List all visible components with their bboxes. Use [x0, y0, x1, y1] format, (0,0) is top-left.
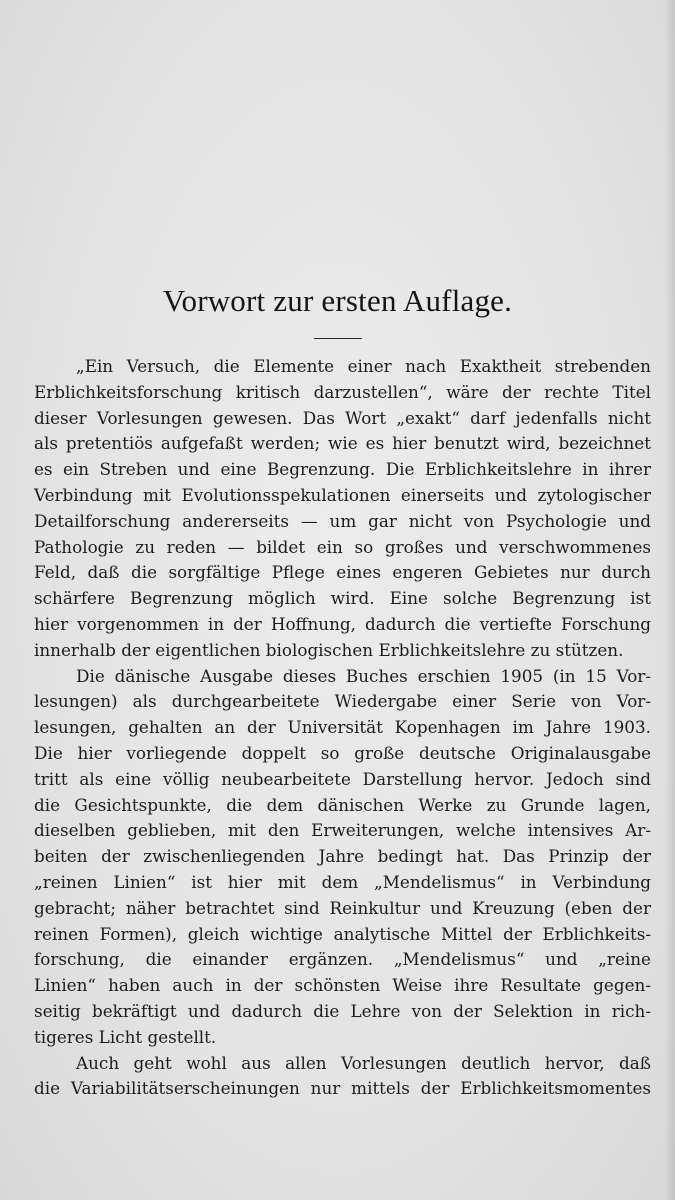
text-line: dieselben geblieben, mit den Erweiterungen, welche intensives Ar-: [34, 820, 651, 841]
text-line: forschung, die einander ergänzen. „Mendelismus“ und „reine: [34, 949, 651, 970]
text-line: Die hier vorliegende doppelt so große deutsche Originalausgabe: [34, 742, 651, 763]
text-line: Feld, daß die sorgfältige Pflege eines engeren Gebietes nur durch: [34, 562, 651, 583]
text-line: „reinen Linien“ ist hier mit dem „Mendelismus“ in Verbindung: [34, 871, 651, 892]
text-line: lesungen, gehalten an der Universität Kopenhagen im Jahre 1903.: [34, 717, 651, 738]
text-line: als pretentiös aufgefaßt werden; wie es hier benutzt wird, bezeichnet: [34, 433, 651, 454]
text-line: gebracht; näher betrachtet sind Reinkultur und Kreuzung (eben der: [34, 897, 651, 918]
text-line: die Gesichtspunkte, die dem dänischen Werke zu Grunde lagen,: [34, 794, 651, 815]
text-line: reinen Formen), gleich wichtige analytische Mittel der Erblichkeits-: [34, 923, 651, 944]
text-line: tritt als eine völlig neubearbeitete Darstellung hervor. Jedoch sind: [34, 768, 651, 789]
text-line: hier vorgenommen in der Hoffnung, dadurch die vertiefte Forschung: [34, 613, 651, 634]
text-line: lesungen) als durchgearbeitete Wiedergabe einer Serie von Vor-: [34, 691, 651, 712]
text-line: Erblichkeitsforschung kritisch darzustellen“, wäre der rechte Titel: [34, 381, 651, 402]
page-edge-shadow: [665, 0, 675, 1200]
text-line: Auch geht wohl aus allen Vorlesungen deutlich hervor, daß: [76, 1052, 651, 1073]
page-title: Vorwort zur ersten Auflage.: [162, 283, 513, 318]
text-line: Linien“ haben auch in der schönsten Weise ihre Resultate gegen-: [34, 975, 651, 996]
title-divider: [314, 338, 362, 339]
text-line: es ein Streben und eine Begrenzung. Die Erblichkeitslehre in ihrer: [34, 459, 651, 480]
text-line: „Ein Versuch, die Elemente einer nach Exaktheit strebenden: [76, 356, 651, 376]
text-line: innerhalb der eigentlichen biologischen Erblichkeitslehre zu stützen.: [34, 639, 624, 660]
text-line: seitig bekräftigt und dadurch die Lehre von der Selektion in rich-: [34, 1000, 651, 1021]
text-line: Die dänische Ausgabe dieses Buches erschien 1905 (in 15 Vor-: [76, 665, 651, 686]
text-line: schärfere Begrenzung möglich wird. Eine solche Begrenzung ist: [34, 588, 651, 609]
text-line: tigeres Licht gestellt.: [34, 1026, 217, 1047]
text-line: Pathologie zu reden — bildet ein so großes und verschwommenes: [34, 536, 651, 557]
text-line: Detailforschung andererseits — um gar nicht von Psychologie und: [34, 510, 651, 531]
text-line: dieser Vorlesungen gewesen. Das Wort „exakt“ darf jedenfalls nicht: [34, 407, 651, 428]
text-line: beiten der zwischenliegenden Jahre bedingt hat. Das Prinzip der: [34, 846, 651, 867]
text-line: Verbindung mit Evolutionsspekulationen einerseits und zytologischer: [34, 484, 651, 505]
body-text: [34, 354, 651, 1102]
text-line: die Variabilitätserscheinungen nur mittels der Erblichkeitsmomentes: [34, 1078, 651, 1099]
